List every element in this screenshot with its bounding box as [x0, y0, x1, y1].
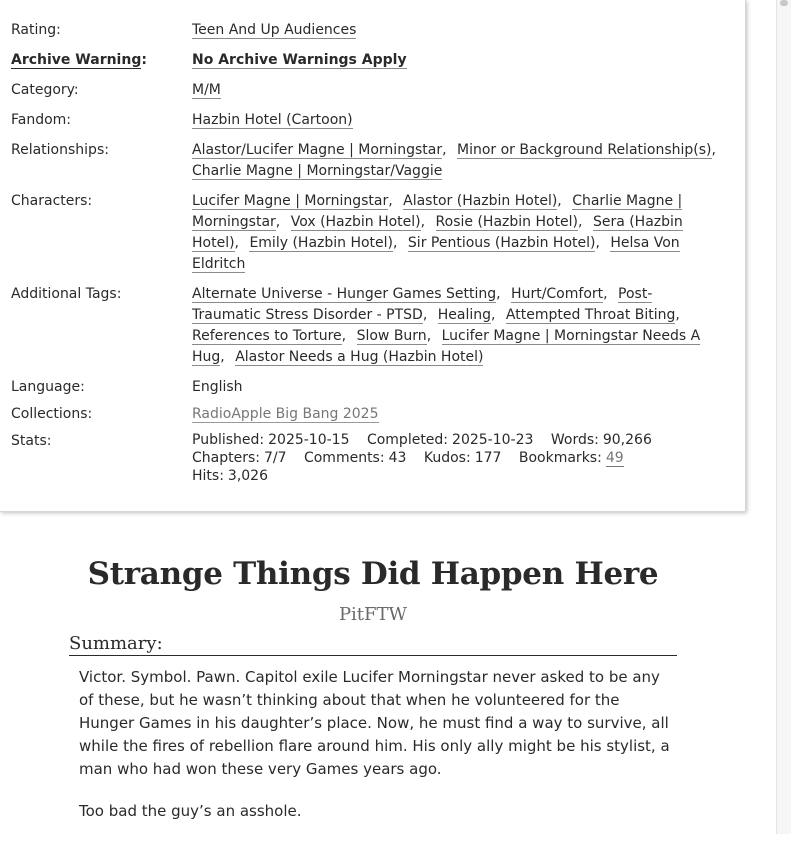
relationship-tag[interactable]: Alastor/Lucifer Magne | Morningstar: [192, 142, 443, 158]
stat-bookmarks-key: Bookmarks:: [518, 450, 602, 466]
stat-hits-value: 3,026: [227, 468, 269, 484]
fandom-label: Fandom:: [11, 112, 72, 128]
stat-published-value: 2025-10-15: [268, 432, 350, 448]
stat-completed-key: Completed:: [366, 432, 449, 448]
character-tag[interactable]: Helsa Von Eldritch: [192, 235, 680, 272]
stats-values: [192, 431, 692, 485]
rating-tag[interactable]: Teen And Up Audiences: [192, 22, 357, 38]
scrollbar-thumb[interactable]: [780, 0, 788, 6]
rating-label: Rating:: [11, 22, 61, 38]
character-tag[interactable]: Alastor (Hazbin Hotel): [403, 193, 558, 209]
stat-words-value: 90,266: [602, 432, 652, 448]
author-link[interactable]: PitFTW: [338, 604, 408, 625]
stat-words-key: Words:: [550, 432, 599, 448]
category-tag[interactable]: M/M: [192, 82, 221, 98]
character-tag[interactable]: Rosie (Hazbin Hotel): [435, 214, 579, 230]
freeform-tag[interactable]: Slow Burn: [356, 328, 427, 344]
language-value: English: [192, 379, 243, 395]
freeform-tag[interactable]: Post-Traumatic Stress Disorder - PTSD: [192, 286, 653, 323]
stat-completed-value: 2025-10-23: [452, 432, 534, 448]
summary-heading: Summary:: [69, 633, 677, 656]
relationship-tag[interactable]: Charlie Magne | Morningstar/Vaggie: [192, 163, 443, 179]
stat-chapters-key: Chapters:: [192, 450, 260, 466]
fandom-tag[interactable]: Hazbin Hotel (Cartoon): [192, 112, 353, 128]
stat-published-key: Published:: [192, 432, 265, 448]
collection-link[interactable]: RadioApple Big Bang 2025: [192, 406, 379, 422]
warning-label[interactable]: Archive Warning:: [11, 52, 147, 68]
freeform-tag[interactable]: Alastor Needs a Hug (Hazbin Hotel): [235, 349, 484, 365]
freeform-tag[interactable]: Attempted Throat Biting: [505, 307, 676, 323]
character-tag[interactable]: Emily (Hazbin Hotel): [249, 235, 394, 251]
work-meta-box: Rating: Teen And Up Audiences Archive Warning: No Archive Warnings Apply Category: M/M Fandom: Hazbin Hotel (Cartoon) Relationships: Alastor/Lucifer Magne | Morningstar, Minor or Background Relationship(s), Charlie Magne | Morningstar/Vaggie Characters: Lucifer Magne | Morningstar, Alastor (Hazbin Hotel), Charlie Magne | Morningstar, Vox (Hazbin Hotel), Rosie (Hazbin Hotel), Sera (Hazbin Hotel), Emily (Hazbin Hotel), Sir Pentious (Hazbin Hotel), Helsa Von Eldritch Additional Tags: Alternate Universe - Hunger Games Setting, Hurt/Comfort, Post-Traumatic Stress Disorder - PTSD, Healing, Attempted Throat Biting, References to Torture, Slow Burn, Lucifer Magne | Morningstar Needs A Hug, Alastor Needs a Hug (Hazbin Hotel) Language: English Collections: RadioApple Big Bang 2025 Stats: Published: 2025-10-15 Completed: 2025-10-23 Words: 90,266 Chapters: 7/7 Comments: 43 Kudos: 177 Bookmarks: 49 Hits: 3,026: [0, 0, 746, 512]
freeform-tag[interactable]: Lucifer Magne | Morningstar Needs A Hug: [192, 328, 701, 365]
stat-comments-key: Comments:: [303, 450, 385, 466]
collections-label: Collections:: [11, 406, 93, 422]
work-title: Strange Things Did Happen Here: [87, 556, 659, 592]
stat-comments-value: 43: [388, 450, 407, 466]
warning-tag[interactable]: No Archive Warnings Apply: [192, 52, 407, 68]
language-label: Language:: [11, 379, 85, 395]
freeform-tag[interactable]: Alternate Universe - Hunger Games Setting: [192, 286, 497, 302]
stat-kudos-value: 177: [474, 450, 502, 466]
stat-hits-key: Hits:: [192, 468, 224, 484]
characters-label: Characters:: [11, 193, 93, 209]
relationship-tag[interactable]: Minor or Background Relationship(s): [456, 142, 712, 158]
character-tag[interactable]: Charlie Magne | Morningstar: [192, 193, 683, 230]
stat-kudos-key: Kudos:: [423, 450, 471, 466]
category-label: Category:: [11, 82, 79, 98]
summary-text: [79, 666, 679, 842]
stats-label: Stats:: [11, 433, 52, 449]
bookmarks-link[interactable]: 49: [605, 450, 624, 466]
freeform-tag[interactable]: Healing: [437, 307, 492, 323]
relationships-label: Relationships:: [11, 142, 109, 158]
summary-paragraph: Too bad the guy’s an asshole.: [79, 802, 302, 820]
freeform-tag[interactable]: Hurt/Comfort: [511, 286, 604, 302]
additional-tags-label: Additional Tags:: [11, 286, 122, 302]
summary-paragraph: Victor. Symbol. Pawn. Capitol exile Lucifer Morningstar never asked to be any of these, but he wasn’t thinking about that when he volunteered for the Hunger Games in his daughter’s place. Now, he must find a way to survive, all while the fires of rebellion flare around him. His only ally might be his stylist, a man who had won these very Games years ago.: [79, 668, 670, 778]
page-scrollbar[interactable]: [776, 0, 791, 834]
stat-chapters-value: 7/7: [263, 450, 287, 466]
character-tag[interactable]: Lucifer Magne | Morningstar: [192, 193, 389, 209]
character-tag[interactable]: Sera (Hazbin Hotel): [192, 214, 683, 251]
character-tag[interactable]: Vox (Hazbin Hotel): [290, 214, 421, 230]
character-tag[interactable]: Sir Pentious (Hazbin Hotel): [407, 235, 596, 251]
freeform-tag[interactable]: References to Torture: [192, 328, 342, 344]
